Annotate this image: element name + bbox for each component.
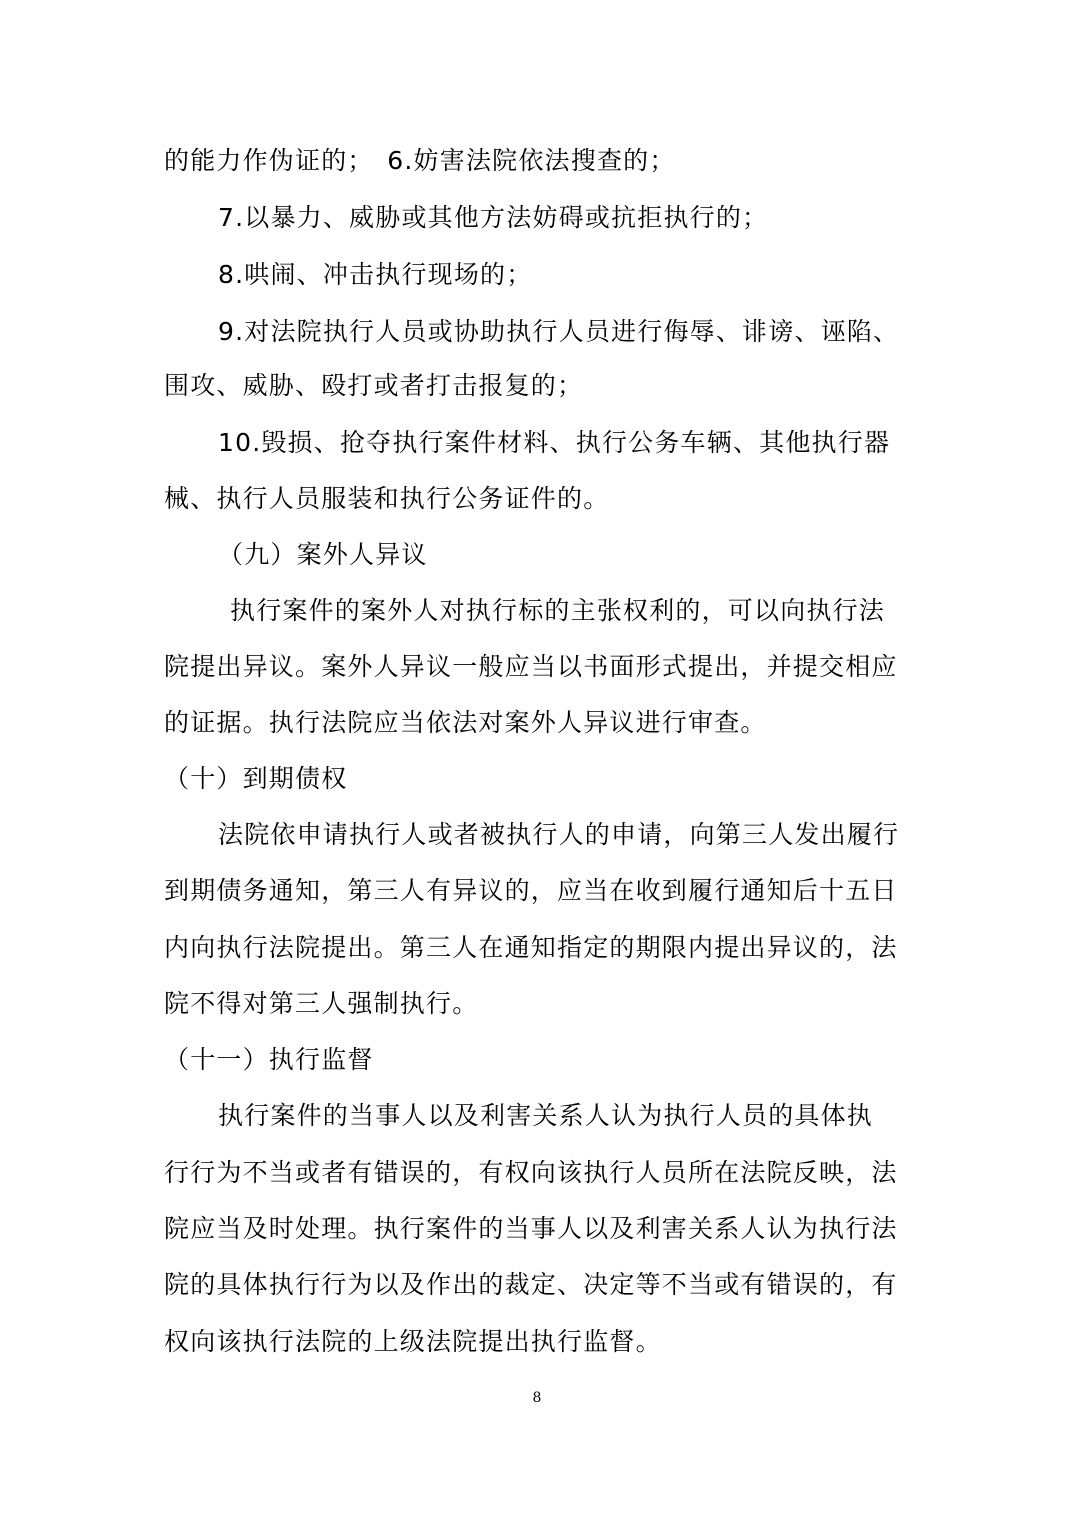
text-line-14: 到期债务通知，第三人有异议的，应当在收到履行通知后十五日 xyxy=(164,876,898,905)
text-line-10: 院提出异议。案外人异议一般应当以书面形式提出，并提交相应 xyxy=(164,652,898,681)
section-heading-10: （十）到期债权 xyxy=(164,764,348,793)
text-line-13: 法院依申请执行人或者被执行人的申请，向第三人发出履行 xyxy=(218,820,900,849)
text-line-15: 内向执行法院提出。第三人在通知指定的期限内提出异议的，法 xyxy=(164,933,898,962)
text-line-22: 权向该执行法院的上级法院提出执行监督。 xyxy=(164,1327,662,1356)
section-heading-11: （十一）执行监督 xyxy=(164,1045,374,1074)
section-heading-9: （九）案外人异议 xyxy=(218,540,428,569)
text-line-6: 10.毁损、抢夺执行案件材料、执行公务车辆、其他执行器 xyxy=(218,428,891,457)
text-line-9: 执行案件的案外人对执行标的主张权利的，可以向执行法 xyxy=(230,596,886,625)
text-line-4: 9.对法院执行人员或协助执行人员进行侮辱、诽谤、诬陷、 xyxy=(218,317,900,346)
text-line-1: 的能力作伪证的； 6.妨害法院依法搜查的； xyxy=(164,146,676,175)
text-line-21: 院的具体执行行为以及作出的裁定、决定等不当或有错误的，有 xyxy=(164,1270,898,1299)
page-number: 8 xyxy=(532,1390,542,1406)
text-line-3: 8.哄闹、冲击执行现场的； xyxy=(218,260,533,289)
text-line-2: 7.以暴力、威胁或其他方法妨碍或抗拒执行的； xyxy=(218,203,769,232)
text-line-16: 院不得对第三人强制执行。 xyxy=(164,989,479,1018)
text-line-19: 行行为不当或者有错误的，有权向该执行人员所在法院反映，法 xyxy=(164,1158,898,1187)
text-line-18: 执行案件的当事人以及利害关系人认为执行人员的具体执 xyxy=(218,1101,874,1130)
text-line-20: 院应当及时处理。执行案件的当事人以及利害关系人认为执行法 xyxy=(164,1214,898,1243)
text-line-11: 的证据。执行法院应当依法对案外人异议进行审查。 xyxy=(164,708,767,737)
text-line-5: 围攻、威胁、殴打或者打击报复的； xyxy=(164,371,584,400)
text-line-7: 械、执行人员服装和执行公务证件的。 xyxy=(164,484,610,513)
